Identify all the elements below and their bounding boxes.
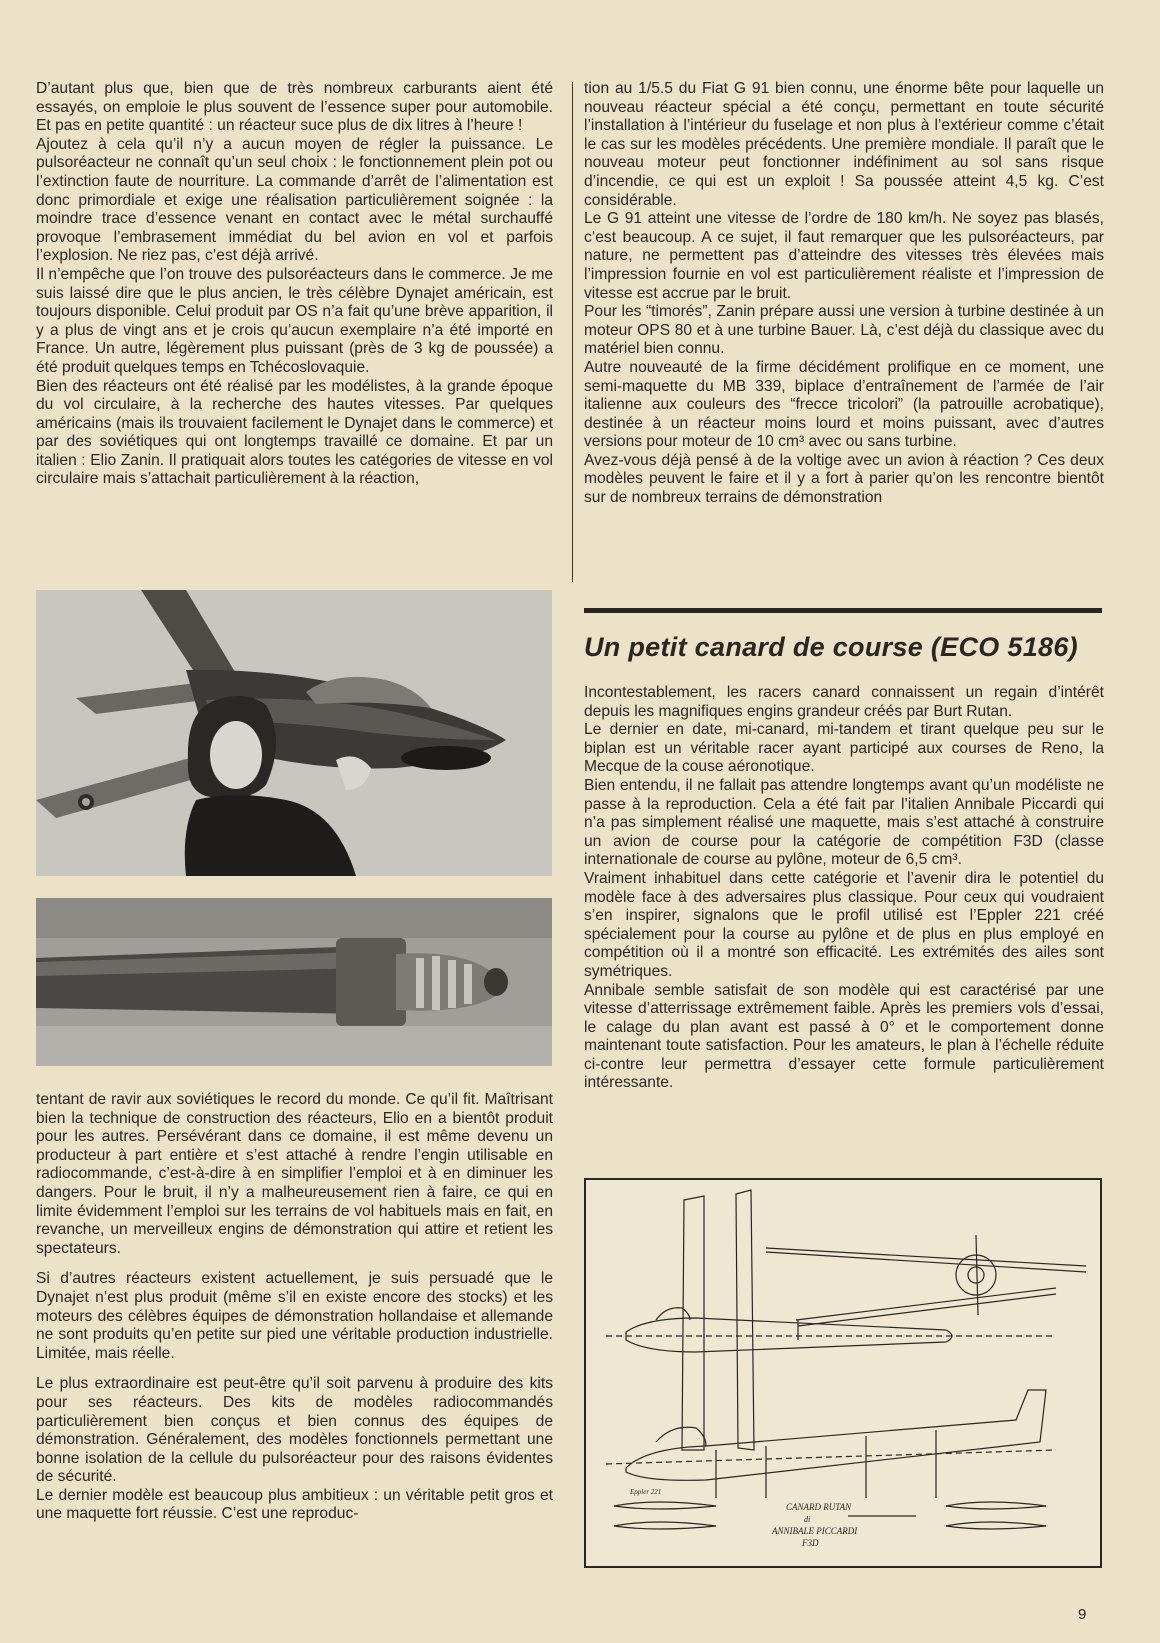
paragraph: Il n’empêche que l’on trouve des pulsoréacteurs dans le commerce. Je me suis laissé dire que le plus ancien, le très célèbre Dynajet américain, est toujours disponible. Celui produit par OS n’a fait qu’une brève apparition, il y a plus de vingt ans et je crois qu’aucun exemplaire n’a été importé en France. Un autre, légèrement plus puissant (près de 3 kg de poussée) a été produit quelques temps en Tchécoslovaquie. bbox=[36, 265, 553, 376]
drawing-title-line3: ANNIBALE PICCARDI bbox=[772, 1526, 858, 1536]
paragraph: Le G 91 atteint une vitesse de l’ordre de 180 km/h. Ne soyez pas blasés, c’est beaucoup. A ce sujet, il faut remarquer que les pulsoréacteurs, par nature, ne permettent pas d’atteindre des vitesses très élevées mais l’impression fournie en vol est particulièrement réaliste et l’impression de vitesse est accrue par le bruit. bbox=[584, 210, 1104, 302]
paragraph: Incontestablement, les racers canard connaissent un regain d’intérêt depuis les magnifiques engins grandeur créés par Burt Rutan. bbox=[584, 684, 1104, 720]
paragraph: Autre nouveauté de la firme décidément prolifique en ce moment, une semi-maquette du MB 339, biplace d’entraînement de l’armée de l’air italienne aux couleurs des “frecce tricolori” (la patrouille acrobatique), destinée à un réacteur moins lourd et moins puissant, avec d’autres versions pour moteur de 10 cm³ avec ou sans turbine. bbox=[584, 358, 1104, 451]
paragraph: tentant de ravir aux soviétiques le record du monde. Ce qu’il fit. Maîtrisant bien la technique de construction des réacteurs, Elio en a bientôt produit pour les autres. Persévérant dans ce domaine, il est même devenu un producteur à part entière et s’est attaché à rendre l’engin utilisable en radiocommande, c’est-à-dire à en simplifier l’emploi et à en diminuer les dangers. Pour le bruit, il n’y a malheureusement rien à faire, ce qui en limite évidemment l’emploi sur les terrains de vol habituels mais en fait, en revanche, un merveilleux engins de démonstration qui attire et retient les spectateurs. bbox=[36, 1091, 553, 1257]
paragraph: Bien entendu, il ne fallait pas attendre longtemps avant qu’un modéliste ne passe à la reproduction. Cela a été fait par l’italien Annibale Piccardi qui n’a pas simplement réalisé une maquette, mais s’est attaché à construire un avion de course pour la catégorie de compétition F3D (classe internationale de course au pylône, moteur de 6,5 cm³. bbox=[584, 776, 1104, 869]
canard-plan-drawing bbox=[584, 1178, 1102, 1568]
right-column-bottom-text bbox=[584, 684, 1104, 1093]
paragraph: Annibale semble satisfait de son modèle qui est caractérisé par une vitesse d’atterrissage extrêmement faible. Après les premiers vols d’essai, le calage du plan avant est passé à 0° et le comportement donne maintenant toute satisfaction. Pour les amateurs, le plan à l’échelle réduite ci-contre leur permettra d’essayer cette formule particulièrement intéressante. bbox=[584, 981, 1104, 1092]
paragraph: Le dernier en date, mi-canard, mi-tandem et tirant quelque peu sur le biplan est un véritable racer ayant participé aux courses de Reno, la Mecque de la couse aéronotique. bbox=[584, 721, 1104, 776]
paragraph: Ajoutez à cela qu’il n’y a aucun moyen de régler la puissance. Le pulsoréacteur ne connaît qu’un seul choix : le fonctionnement plein pot ou l’extinction faute de nourriture. La commande d’arrêt de l’alimentation est donc primordiale et exige une réalisation particulièrement soignée : la moindre trace d’essence venant en contact avec le métal surchauffé provoque l’embrasement immédiat du bel avion en vol et parfois l’explosion. Ne riez pas, c’est déjà arrivé. bbox=[36, 135, 553, 265]
paragraph: D’autant plus que, bien que de très nombreux carburants aient été essayés, on emploie le plus souvent de l’essence super pour automobile. Et pas en petite quantité : un réacteur suce plus de dix litres à l’heure ! bbox=[36, 80, 553, 135]
left-column-top-text bbox=[36, 80, 553, 489]
paragraph: Bien des réacteurs ont été réalisé par les modélistes, à la grande époque du vol circulaire, à la recherche des hautes vitesses. Par quelques américains (mais ils trouvaient facilement le Dynajet dans le commerce) et par des soviétiques qui ont longtemps travaillé ce domaine. Et par un italien : Elio Zanin. Il pratiquait alors toutes les catégories de vitesse en vol circulaire mais s’attachait particulièrement à la réaction, bbox=[36, 377, 553, 488]
photo-g91-model bbox=[36, 590, 552, 876]
photo-pulsejet-engine bbox=[36, 898, 552, 1066]
paragraph: Vraiment inhabituel dans cette catégorie et l’avenir dira le potentiel du modèle face à des adversaires plus classique. Pour ceux qui voudraient s’en inspirer, signalons que le profil utilisé est l’Eppler 221 créé spécialement pour la course au pylône et de plus en plus employé en compétition où il a montré son efficacité. Les extrémités des ailes sont symétriques. bbox=[584, 869, 1104, 980]
drawing-title-line4: F3D bbox=[802, 1538, 819, 1548]
section-rule bbox=[584, 608, 1102, 613]
paragraph: tion au 1/5.5 du Fiat G 91 bien connu, une énorme bête pour laquelle un nouveau réacteur spécial a été conçu, permettant en toute sécurité l’installation à l’intérieur du fuselage et non plus à l’extérieur comme c’était le cas sur les modèles précédents. Une première mondiale. Il paraît que le nouveau moteur peut fonctionner indéfiniment au sol sans risque d’incendie, ce qui est un exploit ! Sa poussée atteint 4,5 kg. C’est considérable. bbox=[584, 80, 1104, 209]
paragraph: Si d’autres réacteurs existent actuellement, je suis persuadé que le Dynajet n’est plus produit (même s’il en existe encore des stocks) et les moteurs des célèbres équipes de démonstration hollandaise et allemande ne sont produits qu’en petite sur pied une véritable production industrielle. Limitée, mais réelle. bbox=[36, 1270, 553, 1362]
paragraph: Le dernier modèle est beaucoup plus ambitieux : un véritable petit gros et une maquette fort réussie. C’est une reproduc- bbox=[36, 1486, 553, 1523]
paragraph: Avez-vous déjà pensé à de la voltige avec un avion à réaction ? Ces deux modèles peuvent le faire et il y a fort à parier qu’on les rencontre bientôt sur de nombreux terrains de démonstration bbox=[584, 451, 1104, 507]
left-column-bottom-text bbox=[36, 1091, 553, 1524]
paragraph: Pour les “timorés”, Zanin prépare aussi une version à turbine destinée à un moteur OPS 80 et à une turbine Bauer. Là, c’est déjà du classique avec du matériel bien connu. bbox=[584, 303, 1104, 358]
drawing-title-line1: CANARD RUTAN bbox=[786, 1502, 852, 1512]
section-title: Un petit canard de course (ECO 5186) bbox=[584, 632, 1078, 662]
drawing-note: Eppler 221 bbox=[630, 1488, 662, 1496]
page-number: 9 bbox=[1078, 1606, 1087, 1623]
paragraph: Le plus extraordinaire est peut-être qu’il soit parvenu à produire des kits pour ses réacteurs. Des kits de modèles radiocommandés particulièrement bien conçus et bien connus des équipes de démonstration. Généralement, des modèles fonctionnels permettant une bonne isolation de la cellule du pulsoréacteur pour des raisons évidentes de sécurité. bbox=[36, 1375, 553, 1486]
drawing-title-line2: di bbox=[804, 1515, 811, 1524]
column-divider bbox=[572, 82, 573, 582]
right-column-top-text bbox=[584, 80, 1104, 508]
